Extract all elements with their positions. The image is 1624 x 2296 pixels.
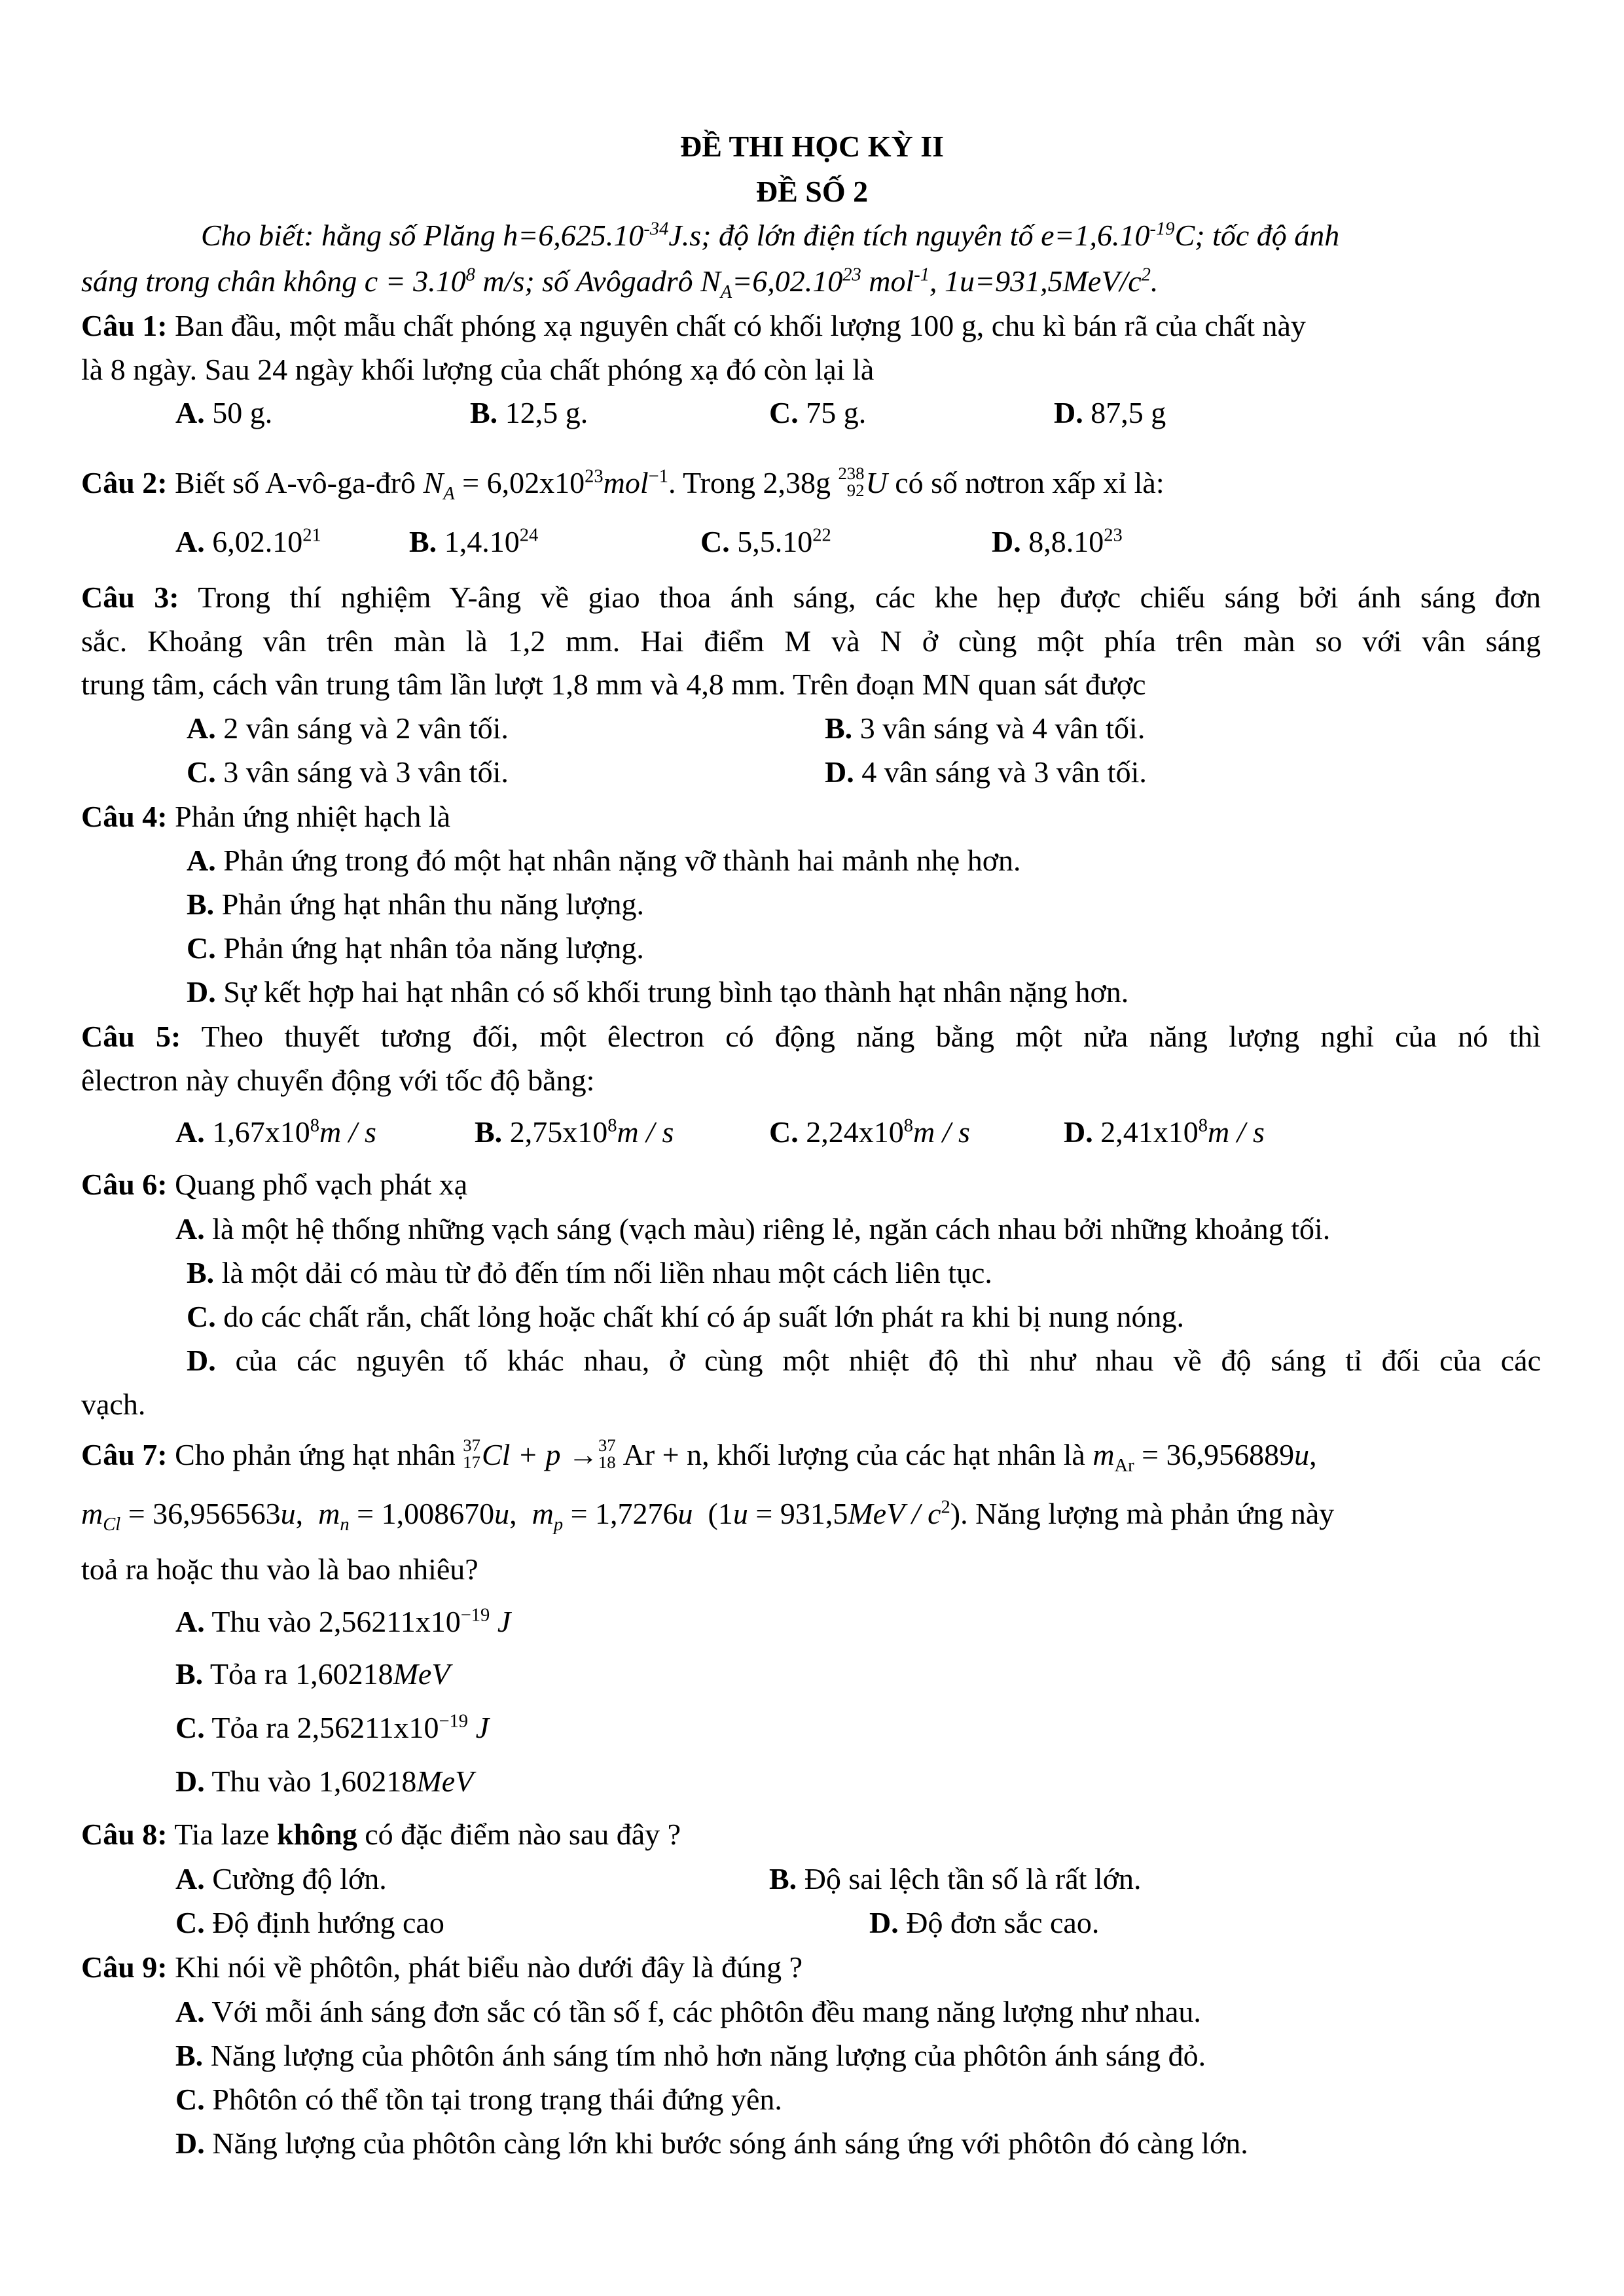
q5-option-b: B. $2,75x10^8m$ / s [475, 1115, 674, 1149]
question-3-line-2: sắc. Khoảng vân trên màn là 1,2 mm. Hai điểm M và N ở cùng một phía trên màn so với vân sáng [81, 624, 1541, 658]
question-5-line-2: êlectron này chuyển động với tốc độ bằng: [81, 1064, 595, 1097]
question-5-line-1: Câu 5: Theo thuyết tương đối, một êlectron có động năng bằng một nửa năng lượng nghỉ của nó thì [81, 1020, 1541, 1053]
q3-option-c: C. 3 vân sáng và 3 vân tối. [187, 755, 509, 789]
q8-option-c: C. Độ định hướng cao [175, 1906, 444, 1939]
q5-option-a: A. $1,67x10^8m$ / s [175, 1115, 376, 1149]
question-7-line-3: toả ra hoặc thu vào là bao nhiêu? [81, 1552, 478, 1586]
q2-option-d: D. 8,8.10$^{23}$ [992, 525, 1123, 558]
q3-option-b: B. 3 vân sáng và 4 vân tối. [825, 711, 1146, 745]
q8-option-d: D. Độ đơn sắc cao. [869, 1906, 1100, 1939]
question-5-label: Câu 5: [81, 1020, 181, 1053]
q3-option-a: A. 2 vân sáng và 2 vân tối. [187, 711, 509, 745]
question-6-line-1: Câu 6: Quang phổ vạch phát xạ [81, 1168, 468, 1201]
q1-option-d: D. 87,5 g [1054, 396, 1166, 429]
q2-option-b: B. 1,4.10$^{24}$ [409, 525, 539, 558]
q7-option-a: A. Thu vào $2,56211x10^{-19}$ J [175, 1605, 511, 1638]
intro-line-2: sáng trong chân không $c = 3.10^8$ m/s; số Avôgadrô $N_A=6,02.10^{23}$ mol$^{-1}$, $1u=931,5MeV/c^2$. [81, 264, 1159, 303]
q6-option-d-continued: vạch. [81, 1388, 146, 1421]
q9-option-a: A. Với mỗi ánh sáng đơn sắc có tần số f, các phôtôn đều mang năng lượng như nhau. [175, 1995, 1201, 2028]
q4-option-b: B. Phản ứng hạt nhân thu năng lượng. [187, 888, 644, 921]
q7-option-c: C. Tỏa ra $2,56211x10^{-19}$ J [175, 1711, 489, 1744]
q3-option-d: D. 4 vân sáng và 3 vân tối. [825, 755, 1147, 789]
question-7-line-1: Câu 7: Cho phản ứng hạt nhân 37 17 Cl + p → 37 18 Ar + n, khối lượng của các hạt nhân là $m_{Ar} = 36,956889u$, [81, 1435, 1317, 1477]
question-1-line-2: là 8 ngày. Sau 24 ngày khối lượng của chất phóng xạ đó còn lại là [81, 353, 875, 386]
q1-option-c: C. 75 g. [769, 396, 867, 429]
question-6-label: Câu 6: [81, 1168, 168, 1201]
q7-option-b: B. Tỏa ra 1,60218MeV [175, 1657, 450, 1691]
q8-option-b: B. Độ sai lệch tần số là rất lớn. [769, 1862, 1142, 1895]
q6-option-a: A. là một hệ thống những vạch sáng (vạch màu) riêng lẻ, ngăn cách nhau bởi những khoảng tối. [175, 1212, 1331, 1246]
q4-option-c: C. Phản ứng hạt nhân tỏa năng lượng. [187, 931, 644, 965]
intro-line-1: Cho biết: hằng số Plăng $h=6,625.10^{-34}J.s$; độ lớn điện tích nguyên tố $e=1,6.10^{-19}C$; tốc độ ánh [201, 219, 1340, 252]
q1-option-b: B. 12,5 g. [470, 396, 588, 429]
q4-option-d: D. Sự kết hợp hai hạt nhân có số khối trung bình tạo thành hạt nhân nặng hơn. [187, 975, 1129, 1009]
q4-option-a: A. Phản ứng trong đó một hạt nhân nặng vỡ thành hai mảnh nhẹ hơn. [187, 844, 1021, 877]
question-3-label: Câu 3: [81, 581, 179, 614]
question-3-line-1: Câu 3: Trong thí nghiệm Y-âng về giao thoa ánh sáng, các khe hẹp được chiếu sáng bởi ánh sáng đơn [81, 581, 1542, 614]
question-1-line-1: Câu 1: Ban đầu, một mẫu chất phóng xạ nguyên chất có khối lượng 100 g, chu kì bán rã của chất này [81, 309, 1306, 342]
question-3-line-3: trung tâm, cách vân trung tâm lần lượt 1,8 mm và 4,8 mm. Trên đoạn MN quan sát được [81, 668, 1146, 701]
q7-option-d: D. Thu vào 1,60218MeV [175, 1765, 474, 1798]
question-7-label: Câu 7: [81, 1438, 168, 1471]
q9-option-d: D. Năng lượng của phôtôn càng lớn khi bước sóng ánh sáng ứng với phôtôn đó càng lớn. [175, 2126, 1248, 2160]
q2-option-c: C. 5,5.10$^{22}$ [700, 525, 831, 558]
q6-option-c: C. do các chất rắn, chất lỏng hoặc chất khí có áp suất lớn phát ra khi bị nung nóng. [187, 1300, 1184, 1333]
page-subtitle: ĐỀ SỐ 2 [755, 175, 869, 208]
question-1-label: Câu 1: [81, 309, 168, 342]
question-7-line-2: $m_{Cl} = 36,956563u$, $m_n = 1,008670u$, $m_p = 1,7276u$ $(1u = 931,5MeV / c^2)$. Năng lượng mà phản ứng này [81, 1497, 1335, 1535]
question-4-label: Câu 4: [81, 800, 168, 833]
question-2-label: Câu 2: [81, 466, 168, 499]
argon-nuclide: 37 18 Ar + n [598, 1435, 702, 1473]
question-8-line-1: Câu 8: Tia laze không có đặc điểm nào sau đây ? [81, 1818, 681, 1851]
uranium-nuclide: 238 92 U [838, 463, 888, 501]
question-9-label: Câu 9: [81, 1950, 168, 1984]
question-9-line-1: Câu 9: Khi nói về phôtôn, phát biểu nào dưới đây là đúng ? [81, 1950, 803, 1984]
page-title: ĐỀ THI HỌC KỲ II [679, 130, 945, 163]
question-8-label: Câu 8: [81, 1818, 168, 1851]
q9-option-c: C. Phôtôn có thể tồn tại trong trạng thái đứng yên. [175, 2083, 782, 2116]
q6-option-d: D. của các nguyên tố khác nhau, ở cùng một nhiệt độ thì như nhau về độ sáng tỉ đối của các [187, 1344, 1541, 1377]
q5-option-d: D. $2,41x10^8m$ / s [1064, 1115, 1265, 1149]
q2-option-a: A. 6,02.10$^{21}$ [175, 525, 321, 558]
q1-option-a: A. 50 g. [175, 396, 273, 429]
q6-option-b: B. là một dải có màu từ đỏ đến tím nối liền nhau một cách liên tục. [187, 1256, 992, 1289]
question-4-line-1: Câu 4: Phản ứng nhiệt hạch là [81, 800, 451, 833]
q9-option-b: B. Năng lượng của phôtôn ánh sáng tím nhỏ hơn năng lượng của phôtôn ánh sáng đỏ. [175, 2039, 1206, 2072]
q8-option-a: A. Cường độ lớn. [175, 1862, 387, 1895]
q5-option-c: C. $2,24x10^8m$ / s [769, 1115, 970, 1149]
question-2-line-1: Câu 2: Biết số A-vô-ga-đrô $N_A = 6,02x10^{23}mol^{-1}$. Trong 2,38g 238 92 U có số nơtron xấp xỉ là: [81, 463, 1164, 505]
chlorine-nuclide: 37 17 Cl [463, 1435, 511, 1473]
